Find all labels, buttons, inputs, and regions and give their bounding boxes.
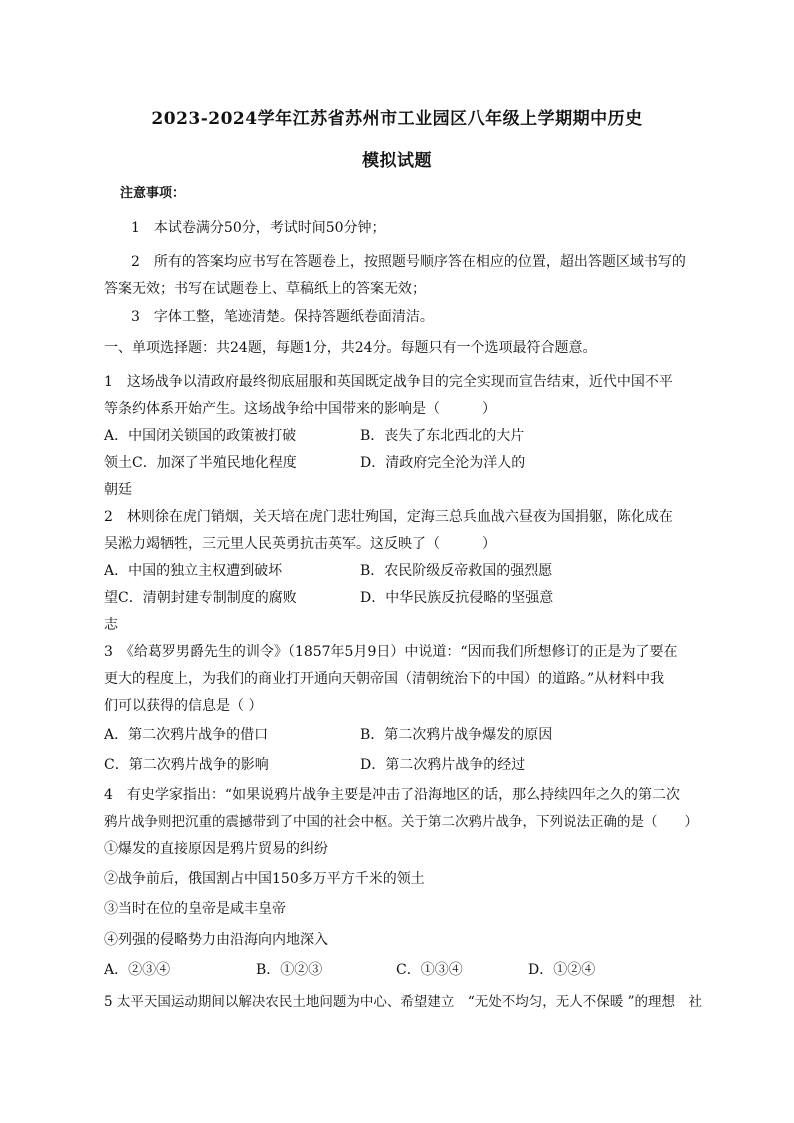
exam-title-line2: 模拟试题 (362, 151, 432, 171)
q1-option-d: D．清政府完全沦为洋人的 (360, 455, 526, 471)
notice-heading: 注意事项： (120, 186, 186, 201)
q3-option-b: B．第二次鸦片战争爆发的原因 (360, 727, 553, 743)
q4-statement-2: ②战争前后，俄国割占中国150多万平方千米的领土 (104, 871, 425, 887)
q2-stem-line1: 2 林则徐在虎门销烟，关天培在虎门悲壮殉国，定海三总兵血战六昼夜为国捐躯，陈化成在 (104, 509, 673, 525)
q4-statement-3: ③当时在位的皇帝是咸丰皇帝 (104, 901, 286, 917)
q4-statement-1: ①爆发的直接原因是鸦片贸易的纠纷 (104, 841, 328, 857)
exam-title-line1: 2023-2024学年江苏省苏州市工业园区八年级上学期期中历史 (151, 109, 643, 129)
q3-option-a: A．第二次鸦片战争的借口 (104, 727, 269, 743)
q3-option-d: D．第二次鸦片战争的经过 (360, 757, 526, 773)
q3-stem-line1: 3 《给葛罗男爵先生的训令》（1857年5月9日）中说道：“因而我们所想修订的正是为了要在 (104, 644, 678, 660)
q1-option-c: 领土C．加深了半殖民地化程度 (104, 455, 297, 471)
section-heading: 一、单项选择题：共24题，每题1分，共24分。每题只有一个选项最符合题意。 (104, 340, 597, 356)
q2-option-a: A．中国的独立主权遭到破坏 (104, 563, 283, 579)
q3-stem-line2: 更大的程度上，为我们的商业打开通向天朝帝国（清朝统治下的中国）的道路。”从材料中我 (104, 671, 665, 687)
q2-option-d-cont: 志 (104, 617, 118, 633)
notice-item-2: 2 所有的答案均应书写在答题卷上，按照题号顺序答在相应的位置，超出答题区域书写的 (131, 254, 686, 270)
notice-item-3: 3 字体工整，笔迹清楚。保持答题纸卷面清洁。 (131, 309, 434, 325)
q2-option-d: D．中华民族反抗侵略的坚强意 (360, 590, 554, 606)
q1-stem-line2: 等条约体系开始产生。这场战争给中国带来的影响是（ ） (104, 401, 496, 417)
notice-item-2-cont: 答案无效；书写在试题卷上、草稿纸上的答案无效； (104, 281, 426, 297)
q2-option-b: B．农民阶级反帝救国的强烈愿 (360, 563, 553, 579)
q4-statement-4: ④列强的侵略势力由沿海向内地深入 (104, 932, 328, 948)
q2-option-c: 望C．清朝封建专制制度的腐败 (104, 590, 297, 606)
q4-option-d: D．①②④ (528, 962, 596, 978)
q1-option-a: A．中国闭关锁国的政策被打破 (104, 428, 297, 444)
q4-option-b: B．①②③ (256, 962, 323, 978)
q1-option-b: B．丧失了东北西北的大片 (360, 428, 525, 444)
q5-stem-line1: 5 太平天国运动期间以解决农民土地问题为中心、希望建立 “无处不均匀，无人不保暖 ”的理想 社 (104, 994, 702, 1010)
q4-option-c: C．①③④ (396, 962, 463, 978)
notice-item-1: 1 本试卷满分50分，考试时间50分钟； (131, 220, 386, 236)
q2-stem-line2: 吴淞力竭牺牲，三元里人民英勇抗击英军。这反映了（ ） (104, 536, 496, 552)
q4-option-a: A．②③④ (104, 962, 171, 978)
q4-stem-line1: 4 有史学家指出：“如果说鸦片战争主要是冲击了沿海地区的话，那么持续四年之久的第二次 (104, 787, 681, 803)
q4-stem-line2: 鸦片战争则把沉重的震撼带到了中国的社会中枢。关于第二次鸦片战争，下列说法正确的是（ ） (104, 814, 698, 830)
q1-stem-line1: 1 这场战争以清政府最终彻底屈服和英国既定战争目的完全实现而宣告结束，近代中国不平 (104, 374, 673, 390)
q3-stem-line3: 们可以获得的信息是（ ） (104, 698, 263, 714)
q1-option-d-cont: 朝廷 (104, 482, 132, 498)
q3-option-c: C．第二次鸦片战争的影响 (104, 757, 269, 773)
